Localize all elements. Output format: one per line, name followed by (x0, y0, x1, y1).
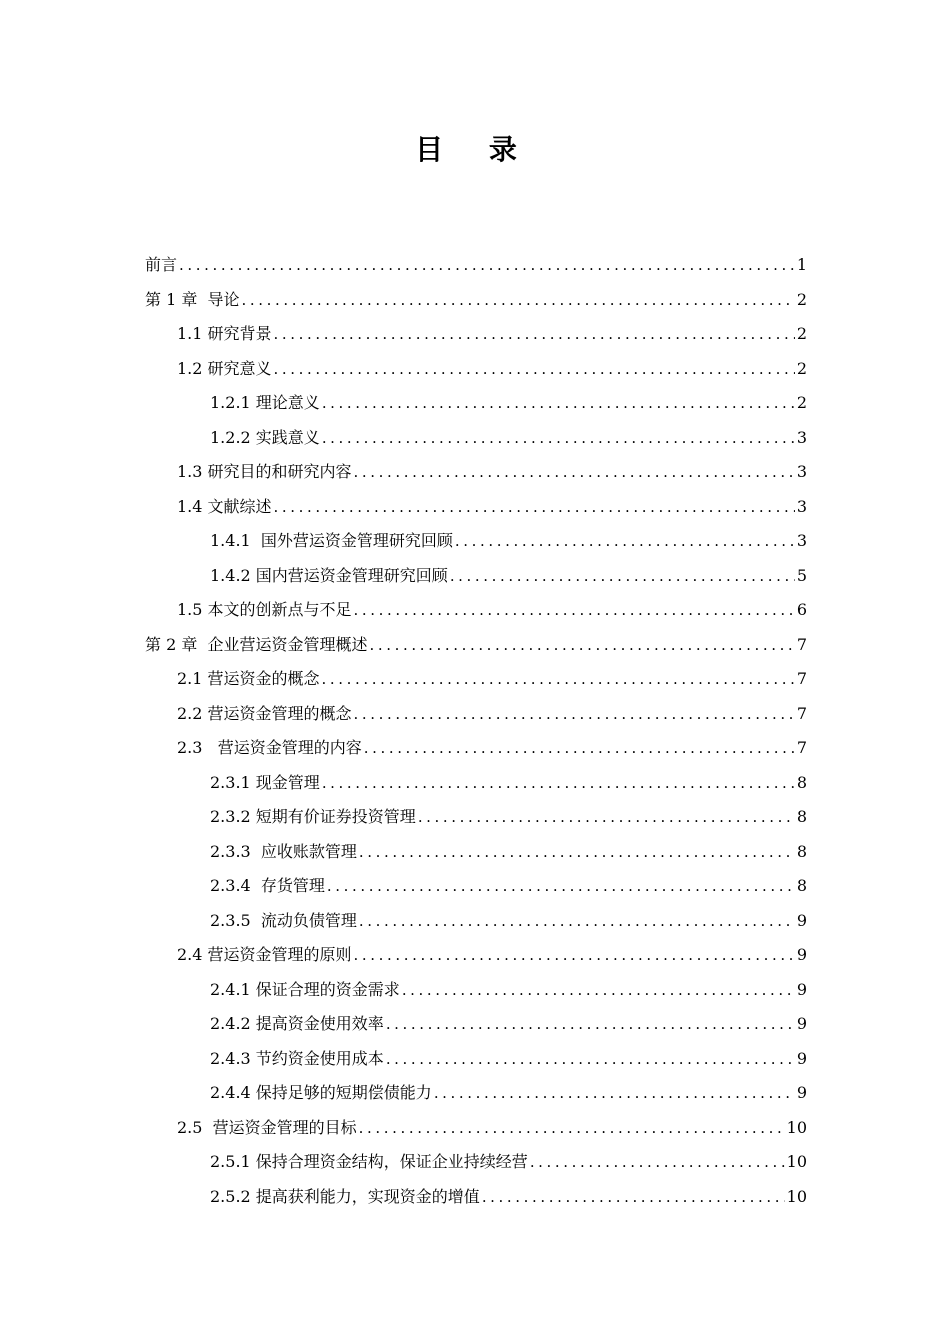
toc-dot-leader (359, 904, 795, 939)
toc-dot-leader (455, 524, 795, 559)
toc-dot-leader (322, 421, 795, 456)
toc-entry-label: 第 2 章 企业营运资金管理概述 (145, 634, 368, 654)
toc-page-number: 3 (796, 496, 807, 516)
toc-entry-label: 2.1 营运资金的概念 (177, 669, 320, 688)
toc-dot-leader (179, 248, 795, 283)
toc-page-number: 9 (796, 1014, 807, 1033)
toc-entry-label: 2.4.1 保证合理的资金需求 (210, 979, 400, 999)
toc-page-number: 8 (796, 772, 807, 792)
toc-entry[interactable] (145, 524, 807, 559)
toc-page-number: 8 (796, 841, 807, 861)
toc-dot-leader (274, 490, 795, 525)
toc-entry[interactable] (145, 1180, 807, 1215)
toc-entry[interactable] (145, 800, 807, 835)
toc-page-number: 3 (796, 427, 807, 447)
toc-dot-leader (242, 283, 795, 318)
toc-page-number: 3 (796, 531, 807, 550)
toc-entry[interactable] (145, 904, 807, 939)
toc-dot-leader (359, 1111, 785, 1146)
toc-page-number: 7 (796, 634, 807, 654)
toc-dot-leader (274, 352, 795, 387)
toc-entry-label: 2.5 营运资金管理的目标 (177, 1117, 357, 1137)
toc-entry-label: 1.4 文献综述 (177, 496, 272, 516)
toc-dot-leader (450, 559, 795, 594)
toc-page-number: 5 (796, 565, 807, 585)
toc-entry[interactable] (145, 1007, 807, 1042)
toc-entry[interactable] (145, 317, 807, 352)
toc-dot-leader (530, 1145, 785, 1180)
toc-dot-leader (327, 869, 795, 904)
toc-entry[interactable] (145, 455, 807, 490)
toc-entry-label: 2.3.3 应收账款管理 (210, 841, 357, 861)
toc-entry[interactable] (145, 559, 807, 594)
toc-entry[interactable] (145, 248, 807, 283)
toc-entry-label: 1.4.1 国外营运资金管理研究回顾 (210, 531, 453, 550)
toc-entry[interactable] (145, 386, 807, 421)
toc-entry-label: 第 1 章 导论 (145, 289, 240, 309)
toc-page-number: 8 (796, 807, 807, 826)
table-of-contents (145, 248, 807, 1214)
toc-entry[interactable] (145, 938, 807, 973)
toc-dot-leader (354, 697, 795, 732)
toc-entry[interactable] (145, 593, 807, 628)
toc-entry-label: 2.3 营运资金管理的内容 (177, 738, 362, 757)
toc-page-number: 9 (796, 945, 807, 964)
toc-entry-label: 2.4.3 节约资金使用成本 (210, 1048, 384, 1068)
toc-entry[interactable] (145, 973, 807, 1008)
toc-page-number: 10 (786, 1152, 807, 1171)
toc-entry[interactable] (145, 1076, 807, 1111)
toc-entry-label: 前言 (145, 255, 178, 274)
toc-page-number: 3 (796, 462, 807, 481)
toc-page-number: 7 (796, 669, 807, 688)
toc-entry[interactable] (145, 697, 807, 732)
toc-page-number: 10 (786, 1117, 807, 1137)
toc-entry-label: 2.4 营运资金管理的原则 (177, 945, 352, 964)
toc-entry-label: 1.3 研究目的和研究内容 (177, 462, 352, 481)
toc-page-number: 7 (796, 703, 807, 723)
toc-entry-label: 2.4.4 保持足够的短期偿债能力 (210, 1083, 432, 1102)
toc-dot-leader (322, 766, 795, 801)
toc-entry-label: 1.1 研究背景 (177, 324, 272, 343)
toc-page-number: 9 (796, 979, 807, 999)
toc-entry-label: 2.3.4 存货管理 (210, 876, 325, 895)
toc-dot-leader (322, 386, 795, 421)
toc-entry-label: 2.2 营运资金管理的概念 (177, 703, 352, 723)
toc-entry[interactable] (145, 766, 807, 801)
toc-page-number: 1 (796, 255, 807, 274)
toc-page-number: 7 (796, 738, 807, 757)
toc-entry-label: 2.4.2 提高资金使用效率 (210, 1014, 384, 1033)
toc-dot-leader (482, 1180, 785, 1215)
toc-entry-label: 1.4.2 国内营运资金管理研究回顾 (210, 565, 448, 585)
toc-entry[interactable] (145, 628, 807, 663)
toc-page-number: 2 (796, 393, 807, 412)
toc-dot-leader (354, 593, 795, 628)
toc-entry-label: 1.2 研究意义 (177, 358, 272, 378)
toc-dot-leader (274, 317, 795, 352)
toc-entry[interactable] (145, 731, 807, 766)
toc-entry-label: 1.2.2 实践意义 (210, 427, 320, 447)
toc-dot-leader (418, 800, 795, 835)
toc-entry-label: 2.3.2 短期有价证券投资管理 (210, 807, 416, 826)
toc-page-number: 9 (796, 910, 807, 930)
toc-entry[interactable] (145, 352, 807, 387)
toc-page-number: 6 (796, 600, 807, 619)
toc-entry[interactable] (145, 835, 807, 870)
toc-entry-label: 1.2.1 理论意义 (210, 393, 320, 412)
toc-dot-leader (354, 938, 795, 973)
toc-entry[interactable] (145, 421, 807, 456)
toc-entry-label: 2.3.5 流动负债管理 (210, 910, 357, 930)
toc-entry[interactable] (145, 662, 807, 697)
toc-page-number: 2 (796, 289, 807, 309)
toc-dot-leader (386, 1007, 795, 1042)
toc-entry[interactable] (145, 283, 807, 318)
toc-entry[interactable] (145, 869, 807, 904)
toc-page-number: 10 (786, 1186, 807, 1206)
toc-page-number: 2 (796, 358, 807, 378)
toc-dot-leader (402, 973, 795, 1008)
toc-dot-leader (386, 1042, 795, 1077)
toc-dot-leader (434, 1076, 795, 1111)
toc-page-number: 2 (796, 324, 807, 343)
toc-page-number: 8 (796, 876, 807, 895)
toc-dot-leader (354, 455, 795, 490)
toc-page-number: 9 (796, 1048, 807, 1068)
toc-dot-leader (359, 835, 795, 870)
toc-entry-label: 2.5.2 提高获利能力，实现资金的增值 (210, 1186, 480, 1206)
toc-entry[interactable] (145, 1042, 807, 1077)
toc-dot-leader (322, 662, 795, 697)
toc-title: 目 录 (415, 133, 535, 166)
toc-entry[interactable] (145, 1111, 807, 1146)
toc-entry-label: 2.5.1 保持合理资金结构，保证企业持续经营 (210, 1152, 528, 1171)
toc-entry[interactable] (145, 1145, 807, 1180)
toc-dot-leader (364, 731, 795, 766)
toc-entry-label: 1.5 本文的创新点与不足 (177, 600, 352, 619)
toc-page-number: 9 (796, 1083, 807, 1102)
toc-dot-leader (370, 628, 795, 663)
toc-entry[interactable] (145, 490, 807, 525)
toc-entry-label: 2.3.1 现金管理 (210, 772, 320, 792)
